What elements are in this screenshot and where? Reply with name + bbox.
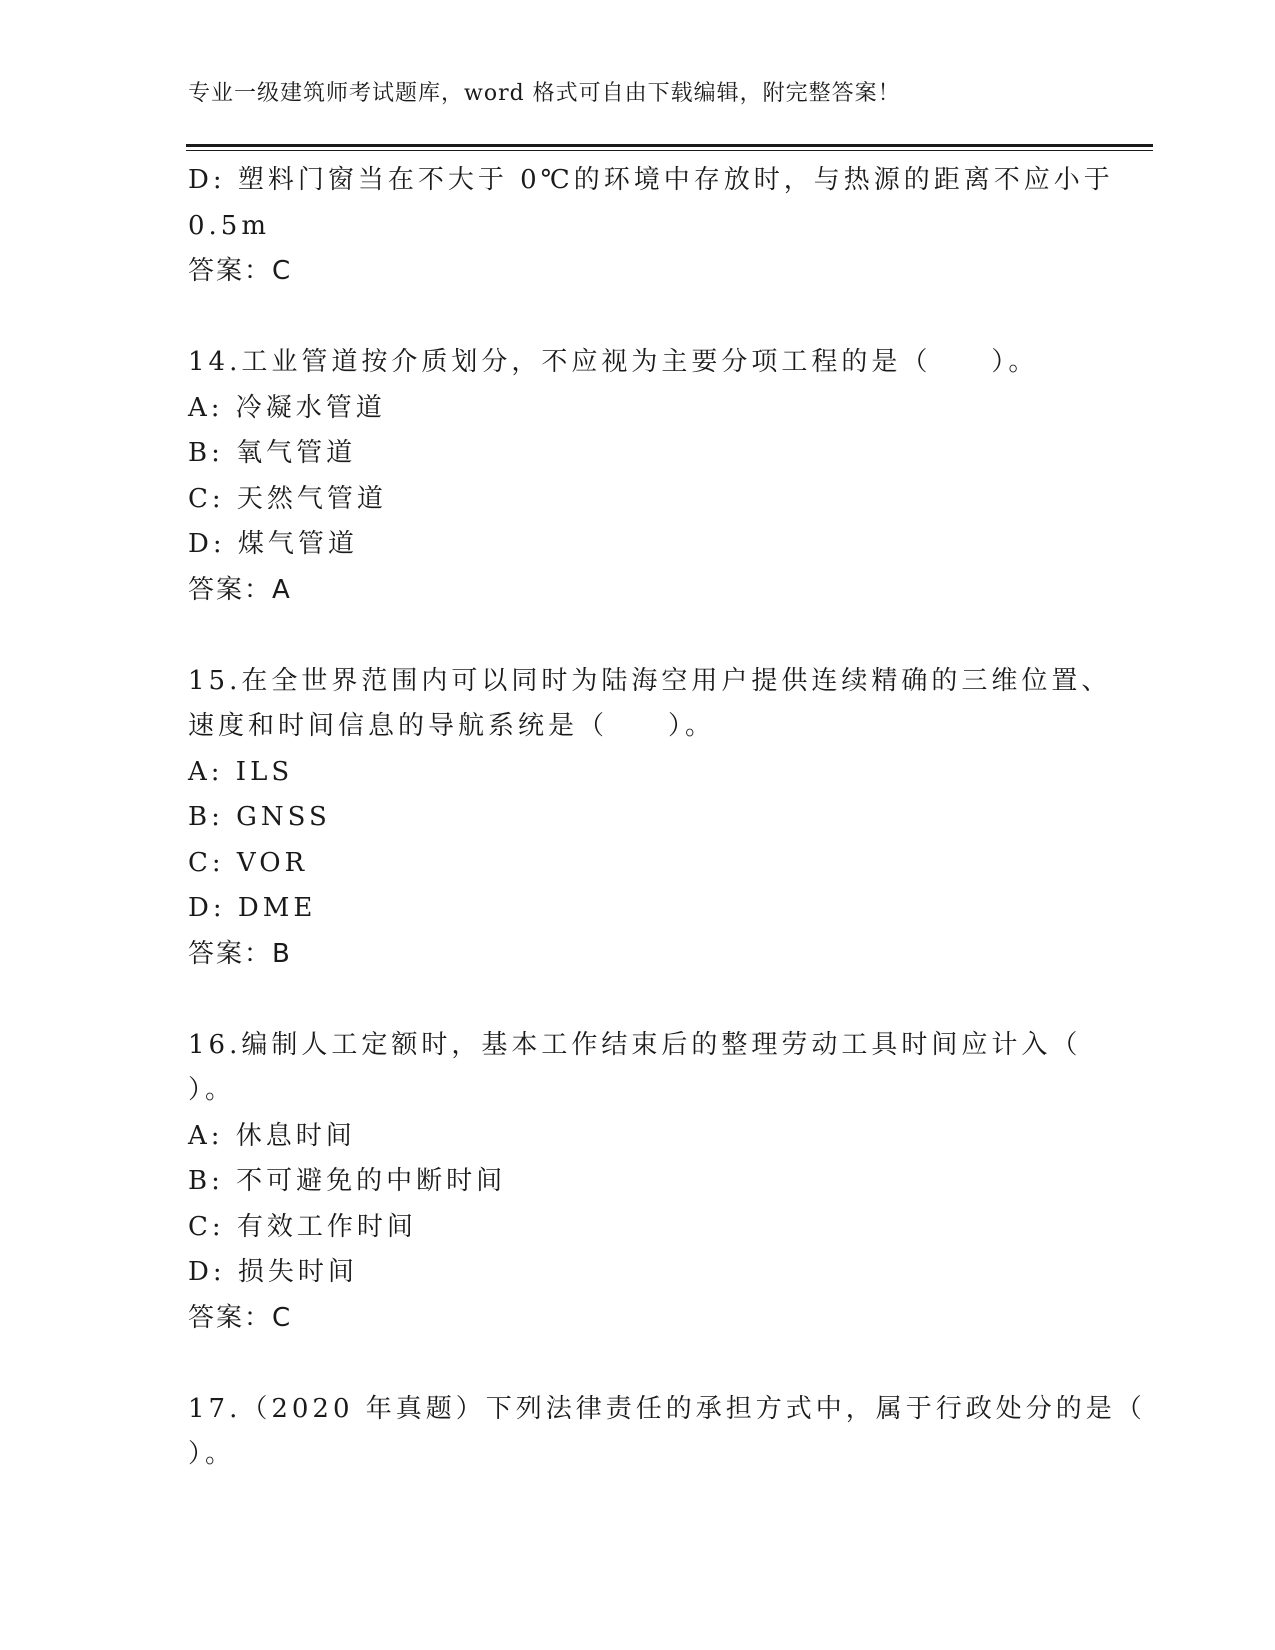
option-a: A: 休息时间 xyxy=(188,1120,356,1151)
question-item-13 xyxy=(188,158,1114,295)
option-d: D: DME xyxy=(188,893,317,923)
question-text: 14.工业管道按介质划分，不应视为主要分项工程的是（ ）。 xyxy=(188,347,1039,377)
question-item-14 xyxy=(188,340,1088,613)
question-text-continued: ）。 xyxy=(188,1075,236,1105)
option-b: B: GNSS xyxy=(188,802,331,832)
option-b: B: 不可避免的中断时间 xyxy=(188,1166,507,1196)
answer-line: 答案：C xyxy=(188,1302,293,1333)
option-d: D: 损失时间 xyxy=(188,1257,358,1287)
answer-line: 答案：C xyxy=(188,256,293,286)
page-header: 专业一级建筑师考试题库，word 格式可自由下载编辑，附完整答案！ xyxy=(188,81,901,106)
answer-line: 答案：A xyxy=(188,574,292,605)
option-b: B: 氧气管道 xyxy=(188,438,357,468)
option-c: C: 天然气管道 xyxy=(188,483,387,514)
question-text-continued: 速度和时间信息的导航系统是（ ）。 xyxy=(188,711,716,741)
option-d-continued: 0.5m xyxy=(188,210,271,241)
option-a: A: 冷凝水管道 xyxy=(188,392,386,423)
question-item-17 xyxy=(188,1387,1146,1478)
question-text: 16.编制人工定额时，基本工作结束后的整理劳动工具时间应计入（ xyxy=(188,1029,1082,1060)
option-d: D: 煤气管道 xyxy=(188,529,358,559)
answer-line: 答案：B xyxy=(188,938,292,969)
question-list xyxy=(188,158,1146,1478)
header-divider-thin xyxy=(186,150,1153,151)
option-c: C: 有效工作时间 xyxy=(188,1211,417,1242)
question-text-continued: ）。 xyxy=(188,1439,236,1469)
option-d: D: 塑料门窗当在不大于 0℃的环境中存放时，与热源的距离不应小于 xyxy=(188,165,1114,195)
question-text: 15.在全世界范围内可以同时为陆海空用户提供连续精确的三维位置、 xyxy=(188,665,1112,696)
question-text: 17.（2020 年真题）下列法律责任的承担方式中，属于行政处分的是（ xyxy=(188,1393,1146,1424)
header-divider-thick xyxy=(186,144,1153,147)
option-a: A: ILS xyxy=(188,756,294,787)
option-c: C: VOR xyxy=(188,847,309,878)
question-item-16 xyxy=(188,1023,1088,1342)
question-item-15 xyxy=(188,659,1112,978)
